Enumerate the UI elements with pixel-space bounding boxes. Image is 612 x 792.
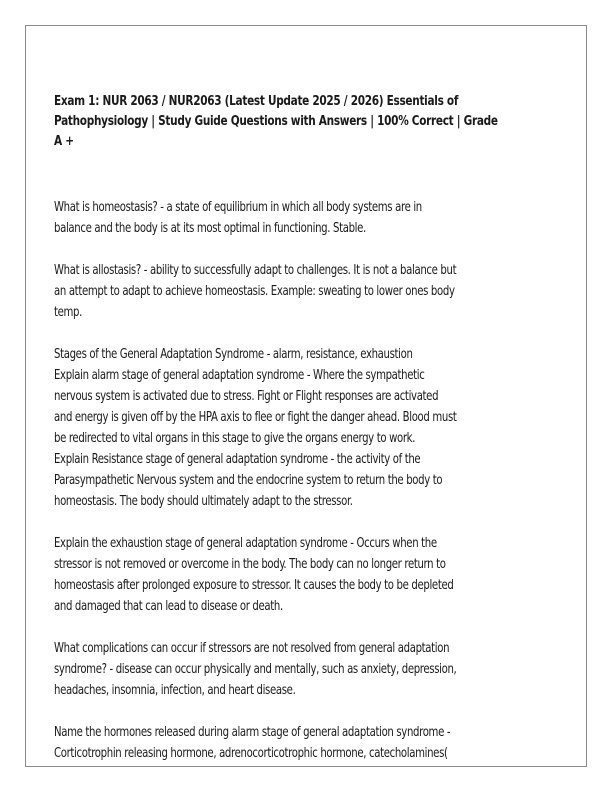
qa-complications [54, 638, 554, 701]
text-line: Explain alarm stage of general adaptation syndrome - Where the sympathetic [54, 368, 425, 383]
text-line: homeostasis after prolonged exposure to stressor. It causes the body to be depleted [54, 578, 454, 593]
text-line: headaches, insomnia, infection, and heart disease. [54, 683, 296, 698]
text-line: stressor is not removed or overcome in the body. The body can no longer return to [54, 557, 446, 572]
text-line: Explain the exhaustion stage of general adaptation syndrome - Occurs when the [54, 536, 437, 551]
text-line: and energy is given off by the HPA axis to flee or fight the danger ahead. Blood must [54, 410, 457, 425]
document-title [54, 91, 553, 151]
text-line: nervous system is activated due to stress. Fight or Flight responses are activated [54, 389, 439, 404]
text-line: What is homeostasis? - a state of equilibrium in which all body systems are in [54, 200, 422, 215]
qa-alarm-hormones [54, 722, 554, 764]
text-line: Name the hormones released during alarm stage of general adaptation syndrome - [54, 725, 451, 740]
text-line: and damaged that can lead to disease or death. [54, 599, 283, 614]
text-line: Parasympathetic Nervous system and the endocrine system to return the body to [54, 473, 443, 488]
qa-allostasis [54, 260, 554, 323]
text-line: temp. [54, 305, 83, 320]
title-line-3: A + [54, 133, 74, 149]
qa-gas-stages [54, 344, 554, 512]
text-line: Explain Resistance stage of general adaptation syndrome - the activity of the [54, 452, 421, 467]
text-line: be redirected to vital organs in this stage to give the organs energy to work. [54, 431, 416, 446]
text-line: Corticotrophin releasing hormone, adrenocorticotrophic hormone, catecholamines( [54, 746, 448, 761]
qa-exhaustion-stage [54, 533, 554, 617]
document-body [54, 91, 554, 764]
text-line: balance and the body is at its most optimal in functioning. Stable. [54, 221, 366, 236]
text-line: What is allostasis? - ability to successfully adapt to challenges. It is not a balance but [54, 263, 457, 278]
text-line: syndrome? - disease can occur physically and mentally, such as anxiety, depression, [54, 662, 457, 677]
text-line: homeostasis. The body should ultimately adapt to the stressor. [54, 494, 353, 509]
qa-homeostasis [54, 197, 554, 239]
text-line: What complications can occur if stressors are not resolved from general adaptation [54, 641, 450, 656]
title-line-2: Pathophysiology | Study Guide Questions with Answers | 100% Correct | Grade [54, 113, 498, 129]
title-line-1: Exam 1: NUR 2063 / NUR2063 (Latest Update 2025 / 2026) Essentials of [54, 93, 459, 109]
text-line: an attempt to adapt to achieve homeostasis. Example: sweating to lower ones body [54, 284, 455, 299]
text-line: Stages of the General Adaptation Syndrome - alarm, resistance, exhaustion [54, 347, 413, 362]
